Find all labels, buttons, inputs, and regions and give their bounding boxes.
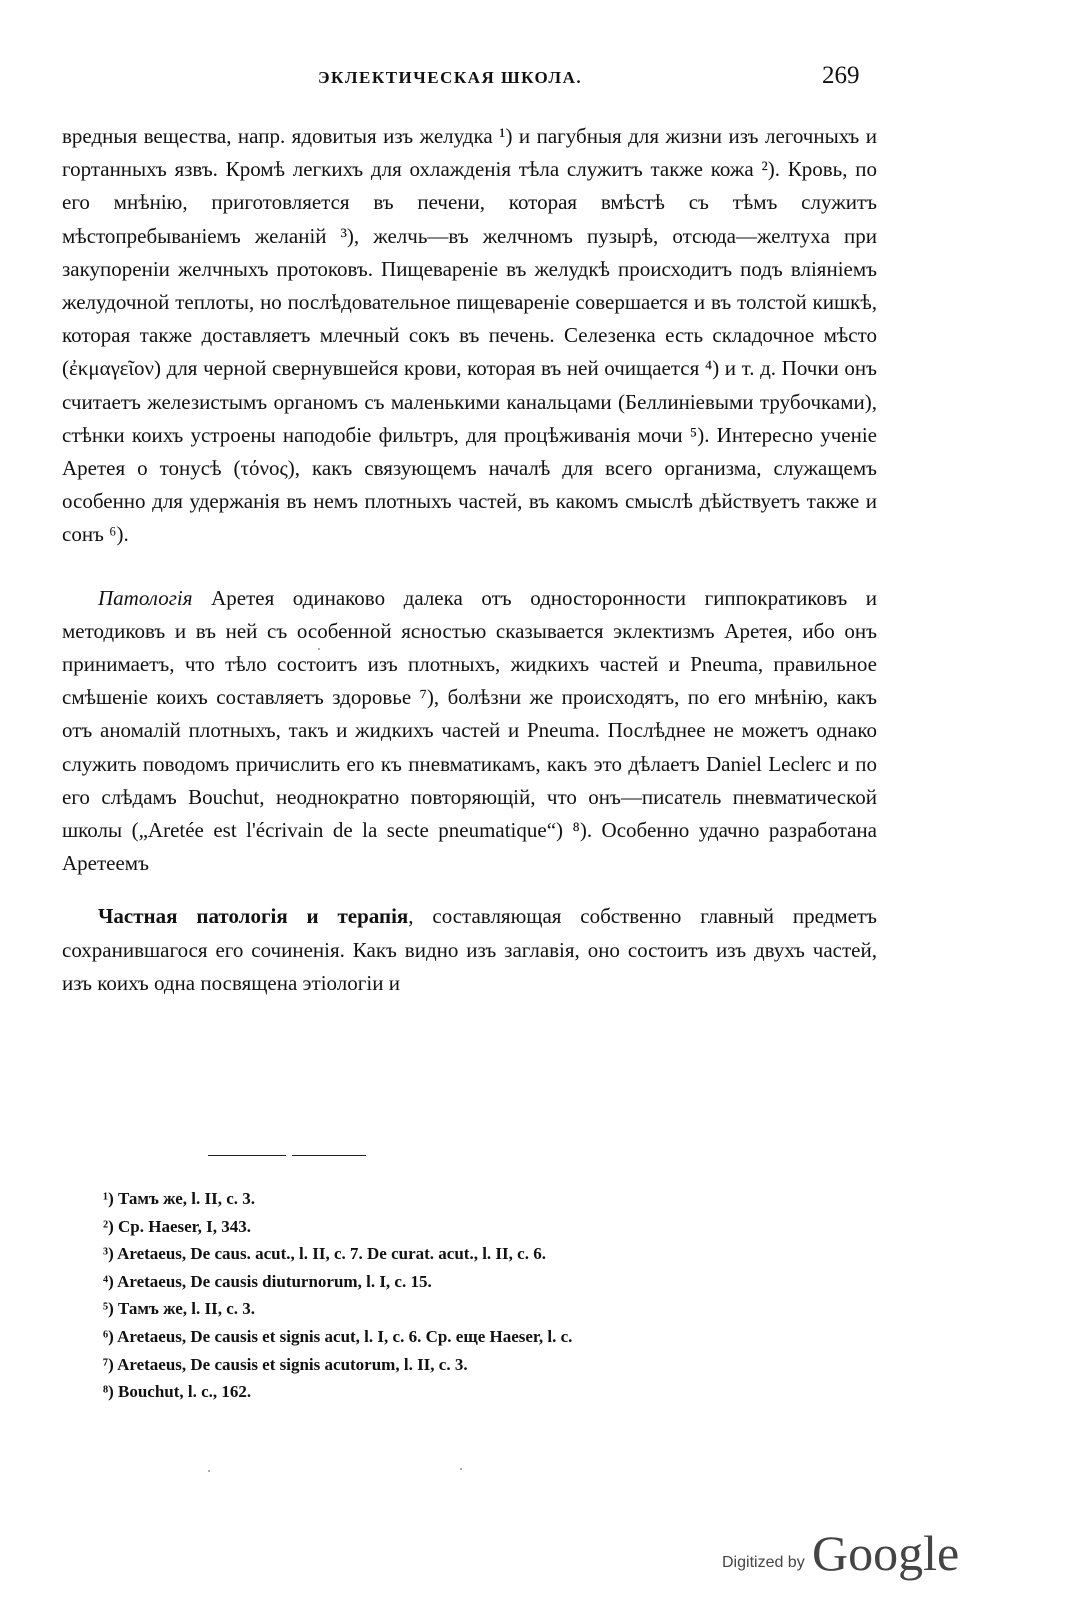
footnote: ⁷) Aretaeus, De causis et signis acutorum, l. II, c. 3. [103,1354,468,1374]
footnotes [103,1185,863,1406]
paragraph-text: вредныя вещества, напр. ядовитыя изъ желудка ¹) и пагубныя для жизни изъ легочныхъ и гортанныхъ язвъ. Кромѣ легкихъ для охлажденія тѣла служитъ также кожа ²). Кровь, по его мнѣнію, приготовляется въ печени, которая вмѣстѣ съ тѣмъ служитъ мѣстопребываніемъ желаній ³), желчь—въ желчномъ пузырѣ, отсюда—желтуха при закупореніи желчныхъ протоковъ. Пищевареніе въ желудкѣ происходитъ подъ вліяніемъ желудочной теплоты, но послѣдовательное пищевареніе совершается и въ толстой кишкѣ, которая также доставляетъ млечный сокъ въ печень. Селезенка есть складочное мѣсто (ἐκμαγεῖον) для черной свернувшейся крови, которая въ ней очищается ⁴) и т. д. Почки онъ считаетъ железистымъ органомъ съ маленькими канальцами (Беллиніевыми трубочками), стѣнки коихъ устроены наподобіе фильтръ, для процѣживанія мочи ⁵). Интересно ученіе Аретея о тонусѣ (τόνος), какъ связующемъ началѣ для всего организма, служащемъ особенно для удержанія въ немъ плотныхъ частей, въ какомъ смыслѣ дѣйствуетъ также и сонъ ⁶). [62,124,877,547]
footnote: ⁴) Aretaeus, De causis diuturnorum, l. I, c. 15. [103,1271,432,1291]
footnote-rule [208,1155,286,1156]
footnote: ²) Ср. Haeser, I, 343. [103,1216,252,1236]
paragraph-lead: Патологія [98,585,193,610]
footnote-rule [292,1155,366,1156]
footnote: ³) Aretaeus, De caus. acut., l. II, c. 7. De curat. acut., l. II, c. 6. [103,1244,546,1264]
watermark-prefix: Digitized by [722,1554,805,1571]
page-number: 269 [822,62,860,89]
paragraph-text: Аретея одинаково далека отъ односторонности гиппократиковъ и методиковъ и въ ней съ особенной ясностью сказывается эклектизмъ Аретея, ибо онъ принимаетъ, что тѣло состоитъ изъ плотныхъ, жидкихъ частей и Pneuma, правильное смѣшеніе коихъ составляетъ здоровье ⁷), болѣзни же происходятъ, по его мнѣнію, какъ отъ аномалій плотныхъ, такъ и жидкихъ частей и Pneuma. Послѣднее не можетъ однако служить поводомъ причислить его къ пневматикамъ, какъ это дѣлаетъ Daniel Leclerc и по его слѣдамъ Bouchut, неоднократно повторяющій, что онъ—писатель пневматической школы („Aretée est l'écrivain de la secte pneumatique“) ⁸). Особенно удачно разработана Аретеемъ [62,585,877,876]
running-head: ЭКЛЕКТИЧЕСКАЯ ШКОЛА. [318,68,583,87]
paragraph [62,582,877,881]
paragraph-lead: Частная патологія и терапія [98,904,409,929]
scan-speck [208,1470,210,1472]
footnote: ¹) Тамъ же, l. II, c. 3. [103,1189,256,1208]
paragraph [62,120,877,552]
page-header [0,62,1071,102]
paragraph [62,900,877,1000]
google-logo: Google [812,1525,960,1581]
footnote: ⁶) Aretaeus, De causis et signis acut, l. I, c. 6. Ср. еще Haeser, l. c. [103,1326,573,1346]
main-text [62,120,877,1000]
footnote: ⁸) Bouchut, l. c., 162. [103,1382,252,1402]
footnote: ⁵) Тамъ же, l. II, c. 3. [103,1299,256,1319]
scan-speck [460,1468,462,1470]
paragraph-text: , составляющая собственно главный предметъ сохранившагося его сочиненія. Какъ видно изъ заглавія, оно состоитъ изъ двухъ частей, изъ коихъ одна посвящена этіологіи и [62,904,877,995]
scan-speck [318,648,320,650]
digitized-by-google-watermark [712,1525,1042,1588]
